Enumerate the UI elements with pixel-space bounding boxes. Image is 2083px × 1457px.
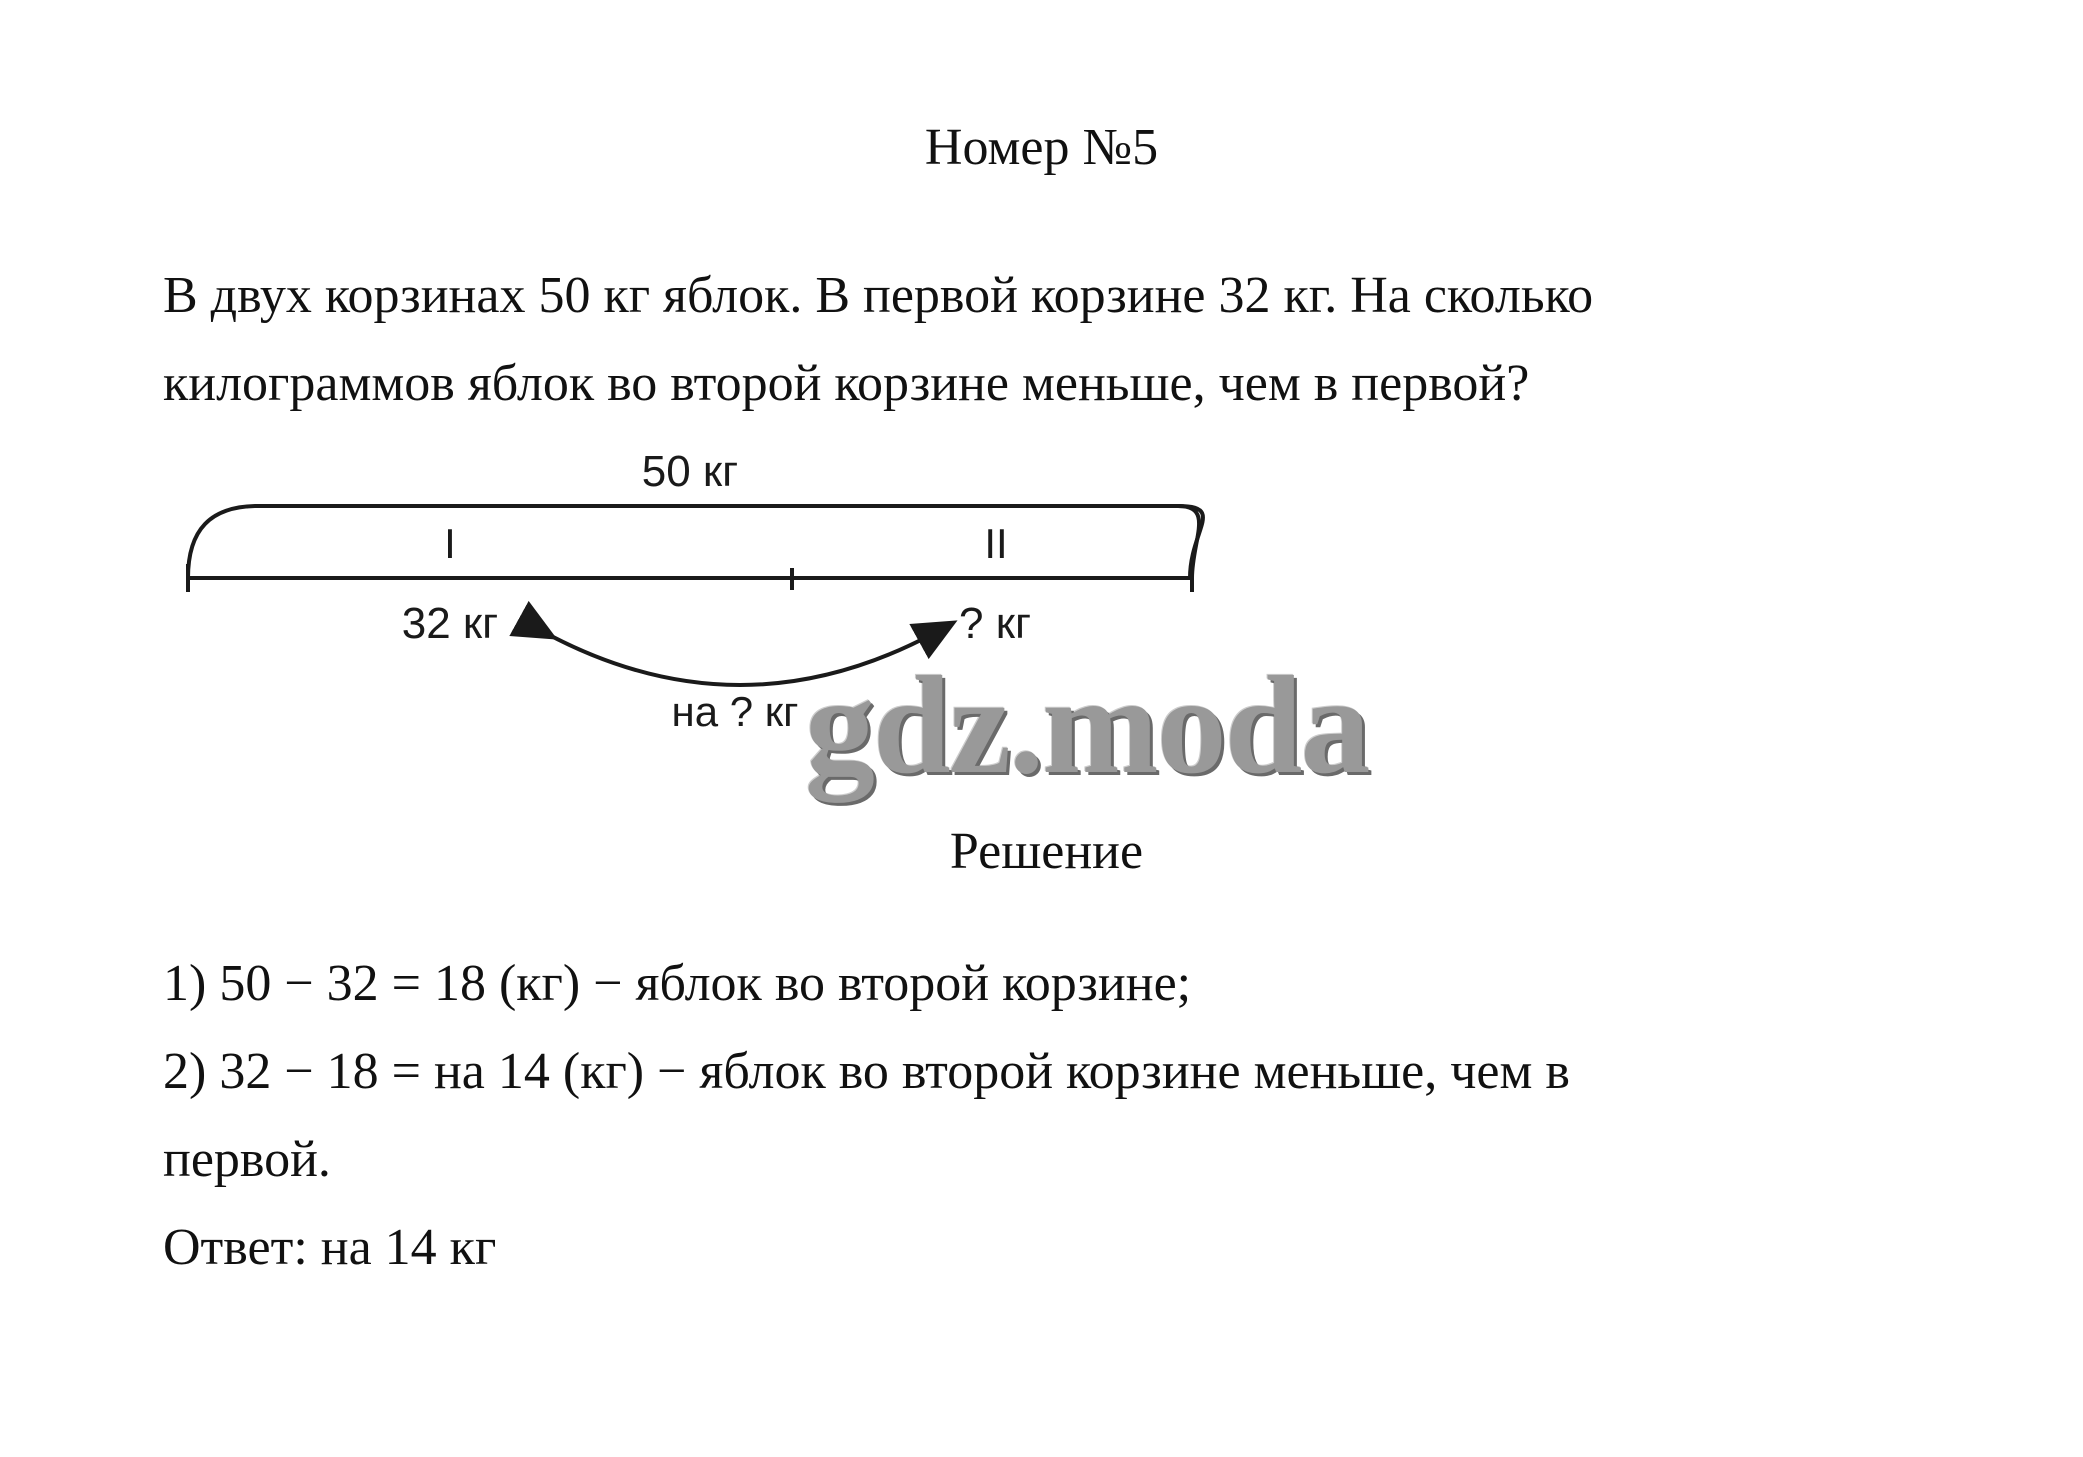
solution-body xyxy=(163,940,1963,1292)
part1-value: 32 кг xyxy=(401,599,499,648)
part2-marker: II xyxy=(984,520,1008,567)
part2-value: ? кг xyxy=(959,599,1031,648)
problem-statement xyxy=(163,252,1943,428)
difference-label: на ? кг xyxy=(671,688,799,735)
solution-step-2: 2) 32 − 18 = на 14 (кг) − яблок во второй корзине меньше, чем в xyxy=(163,1043,1570,1100)
total-label: 50 кг xyxy=(641,447,739,496)
page-title: Номер №5 xyxy=(924,119,1159,176)
part1-marker: I xyxy=(444,520,456,567)
solution-heading: Решение xyxy=(949,823,1144,880)
watermark-logo: gdz.moda xyxy=(805,648,1369,803)
problem-line-2: килограммов яблок во второй корзине меньше, чем в первой? xyxy=(163,355,1530,412)
solution-step-1: 1) 50 − 32 = 18 (кг) − яблок во второй корзине; xyxy=(163,955,1192,1012)
total-brace xyxy=(188,506,1203,578)
total-brace-right xyxy=(1178,506,1199,578)
answer-line: Ответ: на 14 кг xyxy=(163,1219,497,1276)
solution-step-2-continued: первой. xyxy=(163,1131,331,1188)
problem-line-1: В двух корзинах 50 кг яблок. В первой корзине 32 кг. На сколько xyxy=(163,267,1594,324)
